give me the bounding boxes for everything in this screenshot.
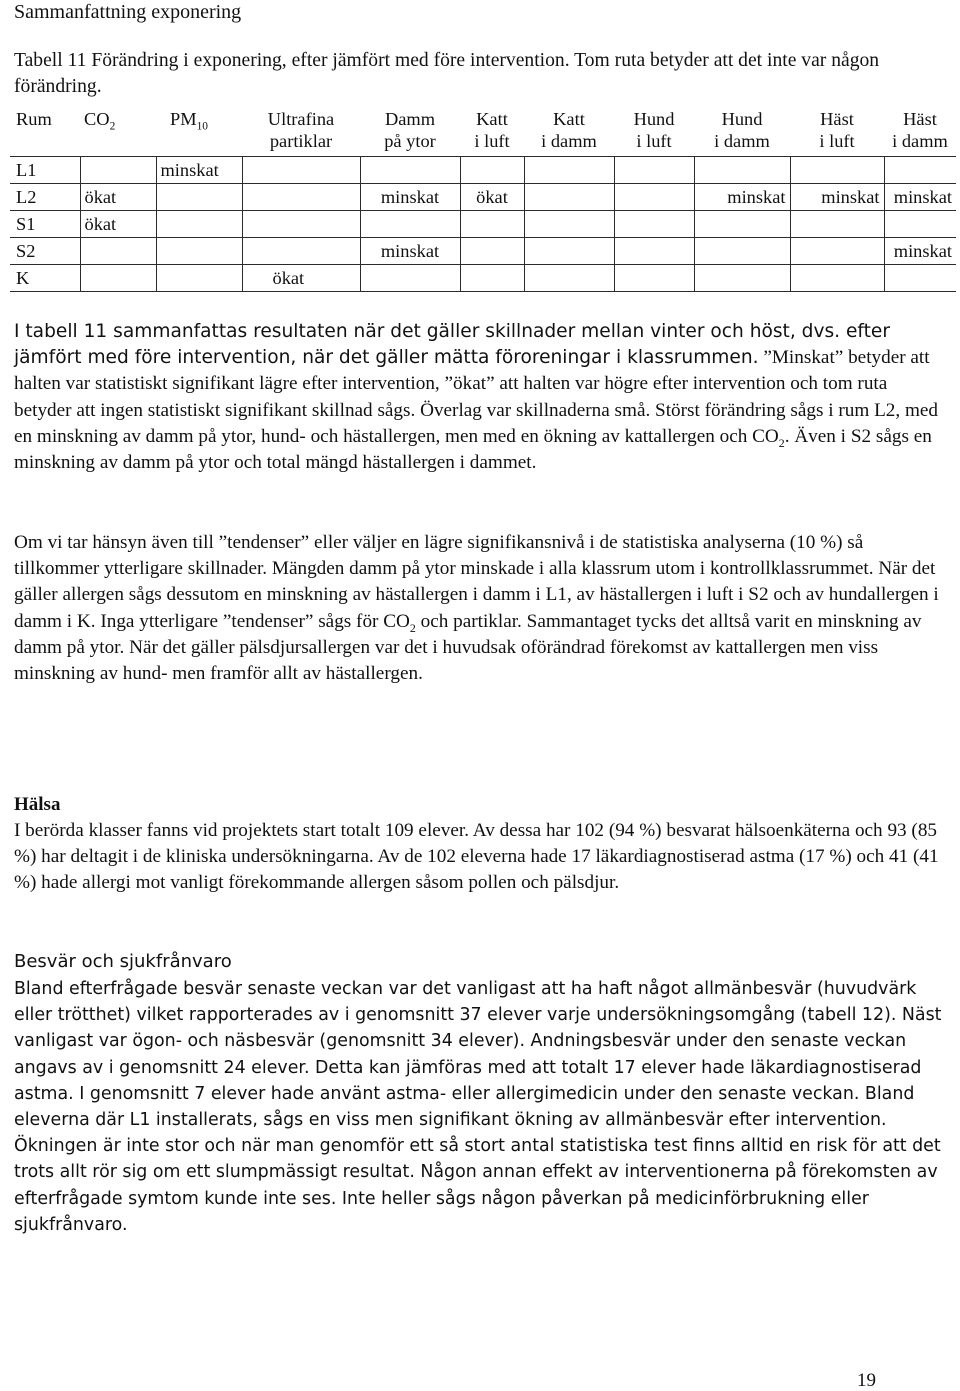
header-pm10: $PM_{10}$ bbox=[170, 109, 208, 133]
cell-damm-ytor bbox=[360, 157, 460, 184]
health-paragraph: I berörda klasser fanns vid projektets start totalt 109 elever. Av dessa har 102 (94 %) besvarat hälsoenkäterna och 93 (85 %) har deltagit i de kliniska undersökningarna. Av de 102 eleverna hade 17 läkardiagnostiserad astma (17 %) och 41 (41 %) hade allergi mot vanligt förekommande allergen såsom pollen och pälsdjur. bbox=[14, 820, 939, 894]
table-row bbox=[10, 184, 956, 211]
symptoms-paragraph: Bland efterfrågade besvär senaste veckan var det vanligast att ha haft något allmänbesvär (huvudvärk eller trötthet) vilket rapporterades av i genomsnitt 37 elever varje undersökningsomgång (tabell 12). Näst vanligast var ögon- och näsbesvär (genomsnitt 34 elever). Andningsbesvär under den senaste veckan angavs av i genomsnitt 24 elever. Detta kan jämföras med att totalt 17 elever hade läkardiagnostiserad astma. I genomsnitt 7 elever hade använt astma- eller allergimedicin under den senaste veckan. Bland eleverna där L1 installerats, sågs en viss men signifikant ökning av allmänbesvär efter intervention. Ökningen är inte stor och när man genomför ett så stort antal statistiska test finns alltid en risk för att det trots allt rör sig om ett slumpmässigt resultat. Någon annan effekt av interventionerna på förekomsten av efterfrågade symtom kunde inte ses. Inte heller sågs någon påverkan på medicinförbrukning eller sjukfrånvaro. bbox=[14, 979, 942, 1235]
cell-katt-luft bbox=[460, 265, 524, 292]
cell-hast-luft bbox=[790, 211, 884, 238]
cell-katt-damm bbox=[524, 157, 614, 184]
row-label: K bbox=[10, 265, 80, 292]
cell-katt-luft: ökat bbox=[460, 184, 524, 211]
cell-hund-luft bbox=[614, 238, 694, 265]
header-hast-luft: Häst i luft bbox=[819, 109, 855, 151]
cell-pm10: minskat bbox=[156, 157, 242, 184]
cell-hund-luft bbox=[614, 157, 694, 184]
cell-hast-luft bbox=[790, 157, 884, 184]
header-hund-luft: Hund i luft bbox=[633, 109, 675, 151]
cell-hast-damm: minskat bbox=[884, 238, 956, 265]
cell-hund-damm: minskat bbox=[694, 184, 790, 211]
cell-hund-damm bbox=[694, 265, 790, 292]
cell-co2 bbox=[80, 238, 156, 265]
header-damm-ytor: Damm på ytor bbox=[384, 109, 436, 151]
cell-pm10 bbox=[156, 265, 242, 292]
cell-hund-luft bbox=[614, 265, 694, 292]
symptoms-subheading: Besvär och sjukfrånvaro bbox=[14, 951, 232, 972]
cell-hast-damm bbox=[884, 157, 956, 184]
cell-katt-luft bbox=[460, 238, 524, 265]
cell-hund-damm bbox=[694, 238, 790, 265]
cell-hast-damm bbox=[884, 211, 956, 238]
cell-ultrafina bbox=[242, 211, 360, 238]
cell-hund-damm bbox=[694, 157, 790, 184]
header-rum: Rum bbox=[16, 109, 52, 129]
row-label: S1 bbox=[10, 211, 80, 238]
health-heading: Hälsa bbox=[14, 794, 61, 815]
tendency-text-a: Om vi tar hänsyn även till ”tendenser” eller väljer en lägre signifikansnivå i de statistiska analyserna (10 %) så tillkommer ytterligare skillnader. bbox=[14, 532, 864, 580]
row-label: S2 bbox=[10, 238, 80, 265]
cell-co2 bbox=[80, 265, 156, 292]
cell-ultrafina bbox=[242, 184, 360, 211]
cell-damm-ytor: minskat bbox=[360, 238, 460, 265]
cell-co2 bbox=[80, 157, 156, 184]
row-label: L1 bbox=[10, 157, 80, 184]
table-row bbox=[10, 265, 956, 292]
cell-hast-luft: minskat bbox=[790, 184, 884, 211]
cell-ultrafina: ökat bbox=[242, 265, 360, 292]
cell-pm10 bbox=[156, 238, 242, 265]
cell-co2: ökat bbox=[80, 184, 156, 211]
cell-damm-ytor: minskat bbox=[360, 184, 460, 211]
cell-hund-luft bbox=[614, 184, 694, 211]
cell-hund-damm bbox=[694, 211, 790, 238]
cell-katt-luft bbox=[460, 157, 524, 184]
cell-pm10 bbox=[156, 211, 242, 238]
cell-hund-luft bbox=[614, 211, 694, 238]
cell-ultrafina bbox=[242, 157, 360, 184]
summary-text-a: I tabell 11 sammanfattas resultaten när det gäller skillnader mellan vinter och höst, dvs. efter jämfört med före intervention, när det gäller mätta föroreningar i klassrummen. bbox=[14, 321, 890, 369]
header-hund-damm: Hund i damm bbox=[714, 109, 770, 151]
table-row bbox=[10, 157, 956, 184]
cell-hast-luft bbox=[790, 238, 884, 265]
exposure-table bbox=[10, 106, 956, 292]
cell-pm10 bbox=[156, 184, 242, 211]
cell-katt-damm bbox=[524, 211, 614, 238]
table-row bbox=[10, 211, 956, 238]
summary-text-b: ”Minskat” betyder att halten var statistiskt signifikant lägre efter intervention, ”ökat” att halten var högre efter intervention och tom ruta betyder att ingen statistiskt signifikant skillnad sågs. Överlag var skillnaderna små. Störst förändring sågs i rum L2, med en minskning av damm på ytor, hund- och hästallergen, men med en ökning av kattallergen och $CO_2$. Även i S2 sågs en minskning av damm på ytor och total mängd hästallergen i dammet. bbox=[14, 347, 939, 474]
table-row bbox=[10, 238, 956, 265]
page-number: 19 bbox=[857, 1370, 876, 1391]
cell-co2: ökat bbox=[80, 211, 156, 238]
cell-hast-luft bbox=[790, 265, 884, 292]
header-hast-damm: Häst i damm bbox=[892, 109, 948, 151]
cell-damm-ytor bbox=[360, 265, 460, 292]
cell-katt-damm bbox=[524, 184, 614, 211]
header-katt-damm: Katt i damm bbox=[541, 109, 597, 151]
table-caption: Tabell 11 Förändring i exponering, efter jämfört med före intervention. Tom ruta betyder att det inte var någon förändring. bbox=[14, 50, 880, 97]
cell-hast-damm: minskat bbox=[884, 184, 956, 211]
summary-paragraph bbox=[14, 319, 944, 476]
header-ultrafina: Ultrafina partiklar bbox=[267, 109, 335, 151]
tendency-paragraph bbox=[14, 530, 944, 687]
row-label: L2 bbox=[10, 184, 80, 211]
section-heading: Sammanfattning exponering bbox=[14, 1, 242, 23]
cell-katt-damm bbox=[524, 265, 614, 292]
cell-katt-damm bbox=[524, 238, 614, 265]
cell-damm-ytor bbox=[360, 211, 460, 238]
table-header-row bbox=[10, 106, 956, 157]
cell-hast-damm bbox=[884, 265, 956, 292]
tendency-text-b: Mängden damm på ytor minskade i alla klassrum utom i kontrollklassrummet. När det gäller allergen sågs dessutom en minskning av hästallergen i damm i L1, av hästallergen i luft i S2 och av hundallergen i damm i K. Inga ytterligare ”tendenser” sågs för $CO_2$ och partiklar. Sammantaget tycks det alltså varit en minskning av damm på ytor. När det gäller pälsdjursallergen var det i huvudsak oförändrad förekomst av kattallergen men viss minskning av hund- men framför allt av hästallergen. bbox=[14, 558, 939, 685]
cell-ultrafina bbox=[242, 238, 360, 265]
header-co2: $CO_2$ bbox=[84, 109, 116, 133]
cell-katt-luft bbox=[460, 211, 524, 238]
header-katt-luft: Katt i luft bbox=[474, 109, 510, 151]
